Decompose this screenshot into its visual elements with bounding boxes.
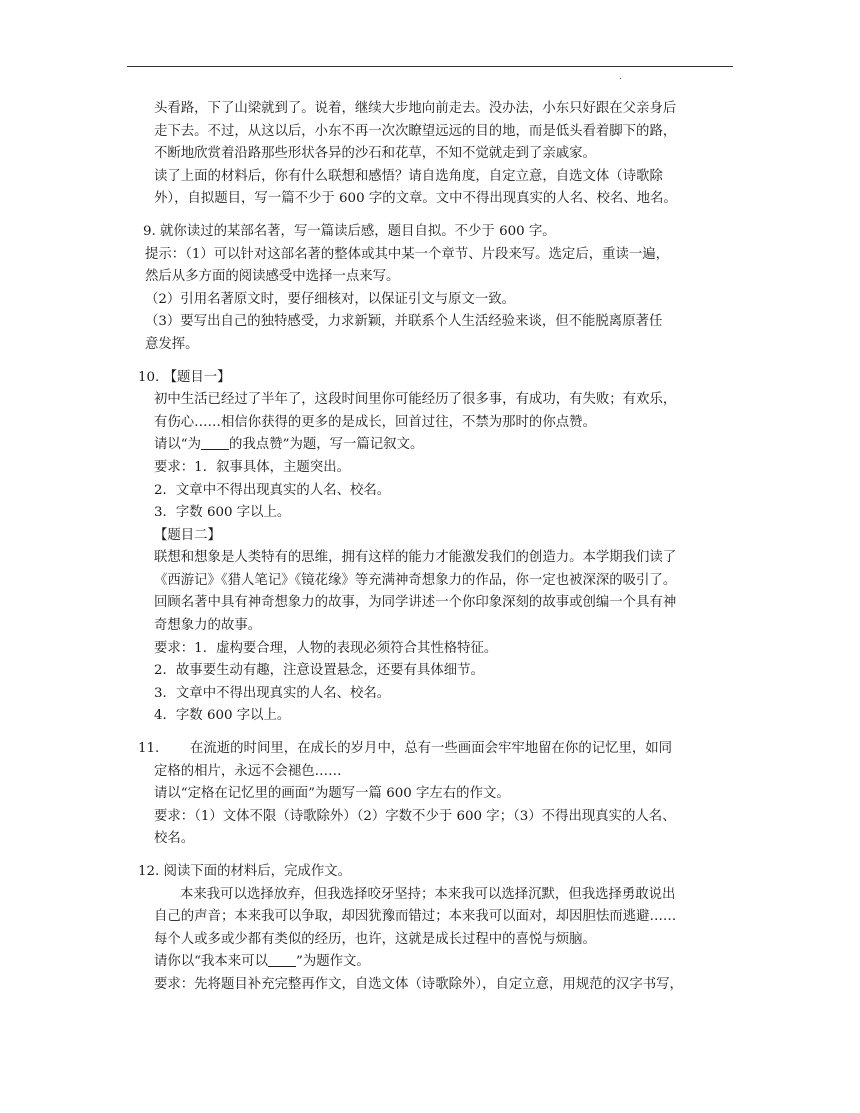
q8-continuation	[128, 98, 740, 211]
text-line: （2）引用名著原文时，要仔细核对，以保证引文与原文一致。	[145, 291, 516, 307]
text-line: 读了上面的材料后，你有什么联想和感悟？请自选角度，自定立意，自选文体（诗歌除	[154, 168, 663, 184]
text-line: 要求：先将题目补充完整再作文，自选文体（诗歌除外），自定立意，用规范的汉字书写，	[154, 976, 683, 992]
text-line: 4．字数 600 字以上。	[154, 708, 291, 724]
text-line: 《西游记》《猎人笔记》《镜花缘》等充满神奇想象力的作品，你一定也被深深的吸引了。	[154, 572, 677, 588]
question-11	[128, 738, 740, 851]
text-line: 走下去。不过，从这以后，小东不再一次次瞭望远远的目的地，而是低头看着脚下的路，	[154, 123, 677, 139]
header-dot: .	[619, 72, 622, 82]
text-line: 要求：1．虚构要合理，人物的表现必须符合其性格特征。	[154, 640, 498, 656]
q12-prompt-post: ”为题作文。	[295, 954, 370, 970]
q12-prompt	[154, 951, 740, 974]
q10-number: 10.	[138, 369, 160, 385]
text-line: 提示：（1）可以针对这部名著的整体或其中某一个章节、片段来写。选定后，重读一遍，	[145, 246, 670, 262]
header-rule	[127, 66, 733, 67]
text-line: 不断地欣赏着沿路那些形状各异的沙石和花草，不知不觉就走到了亲戚家。	[154, 146, 596, 162]
q9-heading	[128, 221, 740, 244]
text-line: 自己的声音；本来我可以争取，却因犹豫而错过；本来我可以面对，却因胆怯而逃避……	[154, 909, 677, 925]
q9-title: 就你读过的某部名著，写一篇读后感，题目自拟。不少于 600 字。	[160, 223, 556, 239]
q12-prompt-pre: 请你以“我本来可以	[154, 954, 268, 970]
text-line: 定格的相片，永远不会褪色……	[154, 763, 342, 779]
q11-number: 11.	[138, 741, 160, 757]
text-line: 回顾名著中具有神奇想象力的故事，为同学讲述一个你印象深刻的故事或创编一个具有神	[154, 595, 677, 611]
text-line: 有伤心……相信你获得的更多的是成长，回首过往，不禁为那时的你点赞。	[154, 414, 596, 430]
text-line: 【题目二】	[154, 527, 221, 543]
text-line: 意发挥。	[145, 336, 199, 352]
text-line: 头看路，下了山梁就到了。说着，继续大步地向前走去。没办法，小东只好跟在父亲身后	[154, 101, 677, 116]
text-line: 本来我可以选择放弃，但我选择咬牙坚持；本来我可以选择沉默，但我选择勇敢说出	[180, 886, 676, 902]
text-line: 要求：（1）文体不限（诗歌除外）（2）字数不少于 600 字；（3）不得出现真实的人名、	[154, 808, 676, 824]
text-line: 初中生活已经过了半年了，这段时间里你可能经历了很多事，有成功，有失败；有欢乐，	[154, 392, 677, 408]
text-line: 然后从多方面的阅读感受中选择一点来写。	[145, 269, 400, 285]
q12-number: 12.	[138, 864, 160, 879]
fill-blank	[268, 952, 296, 967]
text-line: 每个人或多或少都有类似的经历，也许，这就是成长过程中的喜悦与烦脑。	[154, 931, 596, 947]
text-line: 校名。	[154, 831, 195, 847]
q11-heading	[128, 738, 740, 761]
document-body	[128, 98, 740, 997]
q10-prompt-post: 的我点赞”为题，写一篇记叙文。	[229, 437, 424, 453]
q11-title: 在流逝的时间里，在成长的岁月中，总有一些画面会牢牢地留在你的记忆里，如同	[190, 741, 673, 757]
text-line: 2．故事要生动有趣，注意设置悬念，还要有具体细节。	[154, 663, 484, 679]
text-line: （3）要写出自己的独特感受，力求新颖，并联系个人生活经验来谈，但不能脱离原著任	[145, 314, 663, 330]
q10-heading	[128, 367, 740, 390]
q10-title: 【题目一】	[163, 369, 231, 385]
fill-blank	[201, 435, 229, 450]
text-line: 外），自拟题目，写一篇不少于 600 字的文章。文中不得出现真实的人名、校名、地名。	[154, 191, 677, 207]
q9-number: 9.	[143, 223, 156, 239]
text-line: 请以“定格在记忆里的画面”为题写一篇 600 字左右的作文。	[154, 786, 510, 802]
question-10	[128, 367, 740, 729]
question-12	[128, 861, 740, 997]
q12-title: 阅读下面的材料后，完成作文。	[163, 864, 352, 879]
text-line: 3．字数 600 字以上。	[154, 505, 291, 521]
text-line: 2．文章中不得出现真实的人名、校名。	[154, 482, 391, 498]
q12-heading	[128, 861, 740, 884]
question-9	[128, 221, 740, 357]
q10-prompt	[154, 434, 740, 457]
text-line: 联想和想象是人类特有的思维，拥有这样的能力才能激发我们的创造力。本学期我们读了	[154, 550, 677, 566]
text-line: 奇想象力的故事。	[154, 618, 262, 634]
q10-prompt-pre: 请以“为	[154, 437, 202, 453]
text-line: 要求：1．叙事具体，主题突出。	[154, 459, 350, 475]
text-line: 3．文章中不得出现真实的人名、校名。	[154, 685, 391, 701]
